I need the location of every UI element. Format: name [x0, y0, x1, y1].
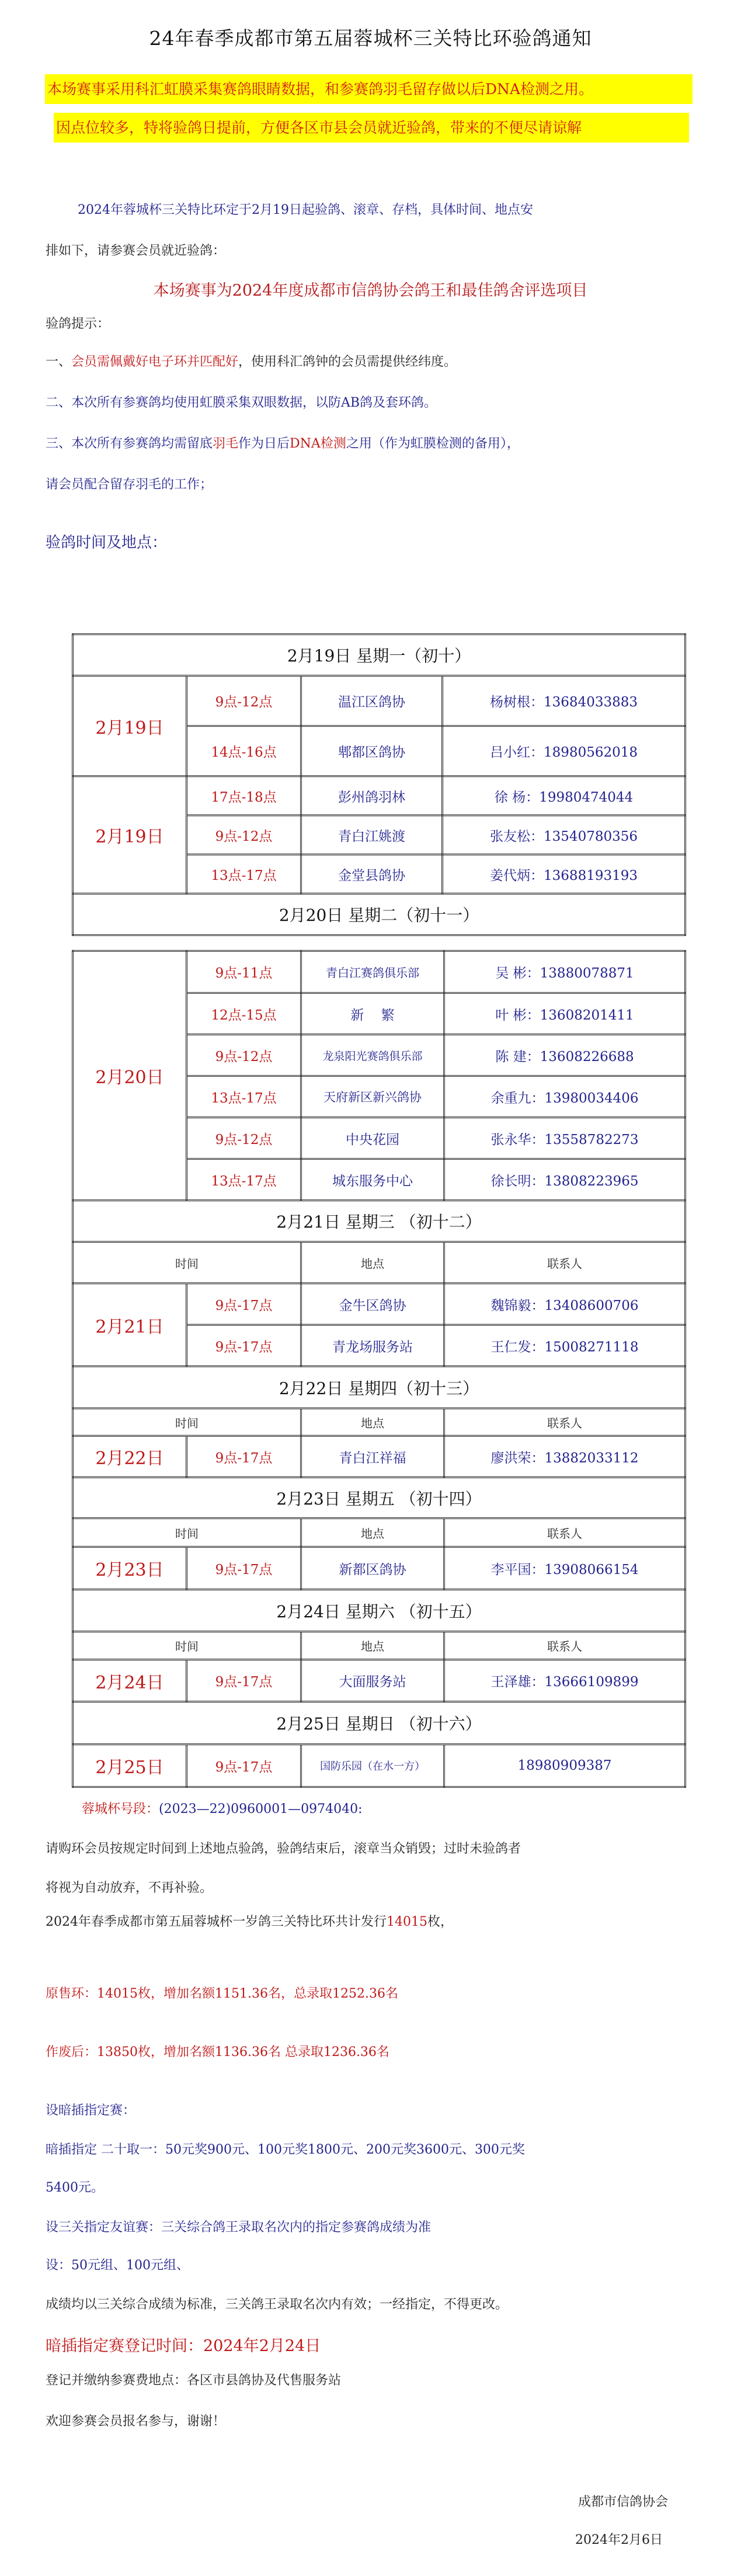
tip-1-prefix: 一、	[46, 355, 72, 369]
day-header-feb25: 2月25日 星期日 （初十六）	[73, 1702, 686, 1745]
designated-line-1: 暗插指定 二十取一：50元奖900元、100元奖1800元、200元奖3600元、300元奖	[46, 2142, 525, 2157]
column-header-time: 时间	[73, 1518, 301, 1547]
intro-line-2: 排如下，请参赛会员就近验鸽：	[46, 244, 226, 258]
welcome-message: 欢迎参赛会员报名参与，谢谢！	[46, 2414, 226, 2429]
contact-cell: 吴 彬：13880078871	[444, 951, 686, 993]
tip-1-rest: ，使用科汇鸽钟的会员需提供经纬度。	[238, 355, 457, 369]
column-header-time: 时间	[73, 1242, 301, 1284]
schedule-table-feb20-25	[72, 950, 686, 1788]
designated-line-2: 5400元。	[46, 2180, 104, 2195]
contact-cell: 杨树根：13684033883	[443, 676, 686, 726]
time-cell: 9点-17点	[187, 1284, 301, 1325]
contact-cell: 廖洪荣：13882033112	[444, 1436, 686, 1478]
place-cell: 国防乐园（在水一方）	[301, 1745, 444, 1787]
tip-3-c: 之用（作为虹膜检测的备用），	[346, 436, 520, 451]
time-cell: 9点-12点	[187, 676, 301, 726]
issued-count-line	[46, 1913, 453, 1931]
day-header-feb24: 2月24日 星期六 （初十五）	[73, 1590, 686, 1632]
highlight-statement: 本场赛事为2024年度成都市信鸽协会鸽王和最佳鸽舍评选项目	[153, 282, 588, 300]
place-cell: 新都区鸽协	[301, 1547, 444, 1590]
place-cell: 新 繁	[301, 993, 444, 1035]
date-cell: 2月24日	[73, 1660, 187, 1702]
time-cell: 13点-17点	[187, 1159, 301, 1201]
column-header-time: 时间	[73, 1632, 301, 1660]
column-header-place: 地点	[301, 1242, 444, 1284]
time-cell: 9点-12点	[187, 1035, 301, 1076]
contact-cell: 吕小红：18980562018	[443, 726, 686, 776]
contact-cell: 张友松：13540780356	[443, 816, 686, 855]
contact-cell: 徐 杨：19980474044	[443, 776, 686, 816]
date-cell: 2月19日	[73, 676, 187, 776]
stats-after-void: 作废后：13850枚，增加名额1136.36名 总录取1236.36名	[46, 2045, 389, 2060]
tip-item-2: 二、本次所有参赛鸽均使用虹膜采集双眼数据，以防AB鸽及套环鸽。	[46, 396, 437, 410]
place-cell: 青白江赛鸽俱乐部	[301, 951, 444, 993]
contact-cell: 王仁发：15008271118	[444, 1325, 686, 1367]
contact-cell: 余重九：13980034406	[444, 1076, 686, 1118]
stats-original: 原售环：14015枚，增加名额1151.36名，总录取1252.36名	[46, 1986, 398, 2001]
ring-range-label: 蓉城杯号段：	[82, 1802, 159, 1816]
place-cell: 金牛区鸽协	[301, 1284, 444, 1325]
schedule-heading: 验鸽时间及地点：	[46, 534, 168, 552]
date-cell: 2月23日	[73, 1547, 187, 1590]
contact-cell: 李平国：13908066154	[444, 1547, 686, 1590]
tip-1-highlight: 会员需佩戴好电子环并匹配好	[71, 355, 239, 369]
tip-item-1	[46, 353, 457, 371]
place-cell: 中央花园	[301, 1118, 444, 1159]
tips-heading: 验鸽提示：	[46, 317, 110, 331]
tip-3-red-dna: DNA检测	[290, 436, 346, 451]
day-header-feb20: 2月20日 星期二（初十一）	[73, 894, 686, 935]
place-cell: 天府新区新兴鸽协	[301, 1076, 444, 1118]
signature-org: 成都市信鸽协会	[578, 2495, 669, 2509]
date-cell: 2月22日	[73, 1436, 187, 1478]
page-title: 24年春季成都市第五届蓉城杯三关特比环验鸽通知	[149, 27, 592, 50]
time-cell: 12点-15点	[187, 993, 301, 1035]
issued-count: 14015	[387, 1915, 427, 1929]
time-cell: 9点-17点	[187, 1660, 301, 1702]
day-header-feb21: 2月21日 星期三 （初十二）	[73, 1201, 686, 1242]
time-cell: 9点-17点	[187, 1745, 301, 1787]
registration-place: 登记并缴纳参赛费地点：各区市县鸽协及代售服务站	[46, 2373, 342, 2388]
place-cell: 青龙场服务站	[301, 1325, 444, 1367]
time-cell: 13点-17点	[187, 1076, 301, 1118]
contact-cell: 王泽雄：13666109899	[444, 1660, 686, 1702]
contact-cell: 魏锦毅：13408600706	[444, 1284, 686, 1325]
tip-item-3-line-2: 请会员配合留存羽毛的工作；	[46, 477, 213, 492]
column-header-contact: 联系人	[444, 1632, 686, 1660]
column-header-contact: 联系人	[444, 1242, 686, 1284]
registration-time: 暗插指定赛登记时间：2024年2月24日	[46, 2337, 321, 2355]
signature-date: 2024年2月6日	[575, 2533, 663, 2547]
date-cell: 2月21日	[73, 1284, 187, 1367]
friendly-race: 设三关指定友谊赛：三关综合鸽王录取名次内的指定参赛鸽成绩为准	[46, 2220, 432, 2235]
notice-line-2: 将视为自动放弃，不再补验。	[46, 1881, 213, 1895]
schedule-table-feb19	[72, 633, 686, 936]
time-cell: 9点-17点	[187, 1436, 301, 1478]
contact-cell: 陈 建：13608226688	[444, 1035, 686, 1076]
time-cell: 9点-11点	[187, 951, 301, 993]
day-header-feb22: 2月22日 星期四（初十三）	[73, 1367, 686, 1409]
banner-notice-early: 因点位较多，特将验鸽日提前，方便各区市县会员就近验鸽，带来的不便尽请谅解	[54, 113, 689, 143]
tip-3-a: 三、本次所有参赛鸽均需留底	[46, 436, 213, 451]
column-header-contact: 联系人	[444, 1518, 686, 1547]
place-cell: 龙泉阳光赛鸽俱乐部	[301, 1035, 444, 1076]
time-cell: 9点-12点	[187, 816, 301, 855]
contact-cell: 18980909387	[444, 1745, 686, 1787]
column-header-place: 地点	[301, 1518, 444, 1547]
place-cell: 青白江姚渡	[301, 816, 443, 855]
intro-line-1: 2024年蓉城杯三关特比环定于2月19日起验鸽、滚章、存档，具体时间、地点安	[78, 203, 533, 217]
notice-line-1: 请购环会员按规定时间到上述地点验鸽，验鸽结束后，滚章当众销毁；过时未验鸽者	[46, 1842, 521, 1856]
column-header-place: 地点	[301, 1632, 444, 1660]
place-cell: 彭州鸽羽林	[301, 776, 443, 816]
date-cell: 2月20日	[73, 951, 187, 1201]
column-header-time: 时间	[73, 1409, 301, 1436]
time-cell: 9点-17点	[187, 1547, 301, 1590]
time-cell: 9点-12点	[187, 1118, 301, 1159]
issued-prefix: 2024年春季成都市第五届蓉城杯一岁鸽三关特比环共计发行	[46, 1915, 387, 1929]
place-cell: 温江区鸽协	[301, 676, 443, 726]
day-header-feb23: 2月23日 星期五 （初十四）	[73, 1478, 686, 1518]
banner-notice-dna: 本场赛事采用科汇虹膜采集赛鸽眼睛数据，和参赛鸽羽毛留存做以后DNA检测之用。	[45, 74, 693, 104]
issued-suffix: 枚，	[427, 1915, 454, 1929]
ring-range-value: (2023—22)0960001—0974040:	[159, 1802, 363, 1816]
date-cell: 2月25日	[73, 1745, 187, 1787]
place-cell: 郫都区鸽协	[301, 726, 443, 776]
day-header-feb19: 2月19日 星期一（初十）	[73, 635, 686, 676]
designated-heading: 设暗插指定赛：	[46, 2103, 136, 2118]
column-header-contact: 联系人	[444, 1409, 686, 1436]
tip-item-3	[46, 435, 520, 453]
designated-rule: 成绩均以三关综合成绩为标准，三关鸽王录取名次内有效；一经指定，不得更改。	[46, 2297, 509, 2312]
time-cell: 17点-18点	[187, 776, 301, 816]
time-cell: 13点-17点	[187, 855, 301, 894]
contact-cell: 张永华：13558782273	[444, 1118, 686, 1159]
time-cell: 14点-16点	[187, 726, 301, 776]
place-cell: 城东服务中心	[301, 1159, 444, 1201]
ring-range	[82, 1801, 363, 1818]
place-cell: 青白江祥福	[301, 1436, 444, 1478]
tip-3-b: 作为日后	[238, 436, 290, 451]
friendly-groups: 设：50元组、100元组、	[46, 2258, 189, 2273]
place-cell: 大面服务站	[301, 1660, 444, 1702]
time-cell: 9点-17点	[187, 1325, 301, 1367]
place-cell: 金堂县鸽协	[301, 855, 443, 894]
contact-cell: 姜代炳：13688193193	[443, 855, 686, 894]
tip-3-red-feather: 羽毛	[213, 436, 239, 451]
date-cell: 2月19日	[73, 776, 187, 894]
contact-cell: 徐长明：13808223965	[444, 1159, 686, 1201]
column-header-place: 地点	[301, 1409, 444, 1436]
contact-cell: 叶 彬：13608201411	[444, 993, 686, 1035]
